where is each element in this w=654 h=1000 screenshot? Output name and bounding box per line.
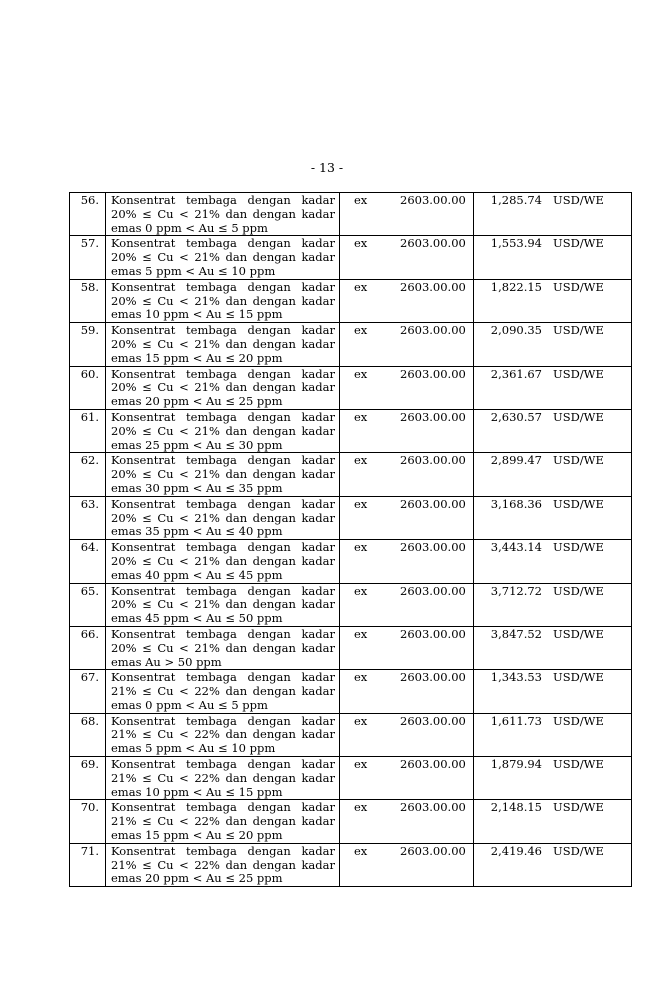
hs-code-cell <box>340 409 474 452</box>
row-description <box>106 193 340 236</box>
description-line: emas 15 ppm < Au ≤ 20 ppm <box>111 350 283 365</box>
price-unit: USD/WE <box>553 279 604 294</box>
price-unit: USD/WE <box>553 236 604 251</box>
description-line: 21% ≤ Cu < 22% dan dengan kadar <box>111 814 335 829</box>
row-description <box>106 713 340 756</box>
hs-code: 2603.00.00 <box>400 453 466 468</box>
row-description <box>106 583 340 626</box>
ex-marker: ex <box>354 409 368 424</box>
hs-code-cell <box>340 800 474 843</box>
description-line: emas 25 ppm < Au ≤ 30 ppm <box>111 437 283 452</box>
price-cell <box>474 453 632 496</box>
table-row <box>70 843 632 886</box>
hs-code: 2603.00.00 <box>400 540 466 555</box>
price-value: 1,879.94 <box>490 757 542 772</box>
ex-marker: ex <box>354 713 368 728</box>
description-line: 20% ≤ Cu < 21% dan dengan kadar <box>111 380 335 395</box>
hs-code-cell <box>340 843 474 886</box>
price-cell <box>474 713 632 756</box>
description-line: Konsentrat tembaga dengan kadar <box>111 757 335 772</box>
ex-marker: ex <box>354 800 368 815</box>
price-unit: USD/WE <box>553 583 604 598</box>
description-line: 20% ≤ Cu < 21% dan dengan kadar <box>111 510 335 525</box>
description-line: emas 0 ppm < Au ≤ 5 ppm <box>111 220 268 235</box>
hs-code: 2603.00.00 <box>400 193 466 207</box>
ex-marker: ex <box>354 670 368 685</box>
description-line: 20% ≤ Cu < 21% dan dengan kadar <box>111 206 335 221</box>
description-line: emas 5 ppm < Au ≤ 10 ppm <box>111 741 276 756</box>
row-description <box>106 453 340 496</box>
row-description <box>106 323 340 366</box>
price-cell <box>474 800 632 843</box>
table-row <box>70 626 632 669</box>
price-cell <box>474 279 632 322</box>
price-cell <box>474 843 632 886</box>
row-description <box>106 757 340 800</box>
price-cell <box>474 193 632 236</box>
description-line: Konsentrat tembaga dengan kadar <box>111 540 335 555</box>
row-number: 62. <box>70 453 106 496</box>
table-row <box>70 193 632 236</box>
description-line: emas 45 ppm < Au ≤ 50 ppm <box>111 611 283 626</box>
price-unit: USD/WE <box>553 540 604 555</box>
ex-marker: ex <box>354 583 368 598</box>
description-line: Konsentrat tembaga dengan kadar <box>111 366 335 381</box>
description-line: 21% ≤ Cu < 22% dan dengan kadar <box>111 727 335 742</box>
price-cell <box>474 409 632 452</box>
price-cell <box>474 366 632 409</box>
hs-code-cell <box>340 626 474 669</box>
price-cell <box>474 496 632 539</box>
hs-code: 2603.00.00 <box>400 626 466 641</box>
row-number: 67. <box>70 670 106 713</box>
hs-code-cell <box>340 193 474 236</box>
description-line: 20% ≤ Cu < 21% dan dengan kadar <box>111 553 335 568</box>
description-line: emas 20 ppm < Au ≤ 25 ppm <box>111 871 283 886</box>
hs-code: 2603.00.00 <box>400 800 466 815</box>
hs-code-cell <box>340 583 474 626</box>
hs-code: 2603.00.00 <box>400 279 466 294</box>
row-description <box>106 236 340 279</box>
description-line: Konsentrat tembaga dengan kadar <box>111 409 335 424</box>
price-unit: USD/WE <box>553 843 604 858</box>
row-number: 64. <box>70 540 106 583</box>
price-unit: USD/WE <box>553 713 604 728</box>
description-line: emas 20 ppm < Au ≤ 25 ppm <box>111 394 283 409</box>
price-value: 1,611.73 <box>490 713 542 728</box>
ex-marker: ex <box>354 323 368 338</box>
row-description <box>106 843 340 886</box>
price-value: 2,899.47 <box>490 453 542 468</box>
ex-marker: ex <box>354 540 368 555</box>
table-row <box>70 496 632 539</box>
hs-code: 2603.00.00 <box>400 236 466 251</box>
table-row <box>70 236 632 279</box>
row-description <box>106 540 340 583</box>
hs-code-cell <box>340 236 474 279</box>
description-line: Konsentrat tembaga dengan kadar <box>111 193 335 207</box>
hs-code: 2603.00.00 <box>400 713 466 728</box>
hs-code-cell <box>340 713 474 756</box>
description-line: Konsentrat tembaga dengan kadar <box>111 236 335 251</box>
table-row <box>70 757 632 800</box>
description-line: Konsentrat tembaga dengan kadar <box>111 323 335 338</box>
table-row <box>70 583 632 626</box>
row-number: 71. <box>70 843 106 886</box>
price-value: 3,847.52 <box>490 626 542 641</box>
description-line: 20% ≤ Cu < 21% dan dengan kadar <box>111 640 335 655</box>
row-description <box>106 366 340 409</box>
description-line: emas 10 ppm < Au ≤ 15 ppm <box>111 784 283 799</box>
table-row <box>70 366 632 409</box>
table-row <box>70 670 632 713</box>
description-line: 21% ≤ Cu < 22% dan dengan kadar <box>111 770 335 785</box>
row-number: 60. <box>70 366 106 409</box>
row-number: 70. <box>70 800 106 843</box>
row-description <box>106 626 340 669</box>
price-cell <box>474 757 632 800</box>
hs-code: 2603.00.00 <box>400 496 466 511</box>
price-unit: USD/WE <box>553 323 604 338</box>
description-line: Konsentrat tembaga dengan kadar <box>111 583 335 598</box>
description-line: 21% ≤ Cu < 22% dan dengan kadar <box>111 684 335 699</box>
hs-code: 2603.00.00 <box>400 843 466 858</box>
description-line: emas 10 ppm < Au ≤ 15 ppm <box>111 307 283 322</box>
hs-code-cell <box>340 453 474 496</box>
price-cell <box>474 236 632 279</box>
price-value: 2,148.15 <box>490 800 542 815</box>
row-number: 56. <box>70 193 106 236</box>
hs-code-cell <box>340 540 474 583</box>
table-row <box>70 409 632 452</box>
description-line: emas Au > 50 ppm <box>111 654 222 669</box>
ex-marker: ex <box>354 279 368 294</box>
description-line: Konsentrat tembaga dengan kadar <box>111 626 335 641</box>
description-line: Konsentrat tembaga dengan kadar <box>111 496 335 511</box>
hs-code: 2603.00.00 <box>400 757 466 772</box>
description-line: emas 5 ppm < Au ≤ 10 ppm <box>111 263 276 278</box>
ex-marker: ex <box>354 757 368 772</box>
price-cell <box>474 626 632 669</box>
row-number: 61. <box>70 409 106 452</box>
description-line: Konsentrat tembaga dengan kadar <box>111 843 335 858</box>
table-row <box>70 323 632 366</box>
row-number: 69. <box>70 757 106 800</box>
price-unit: USD/WE <box>553 453 604 468</box>
price-value: 1,285.74 <box>490 193 542 207</box>
description-line: emas 0 ppm < Au ≤ 5 ppm <box>111 697 268 712</box>
row-number: 63. <box>70 496 106 539</box>
description-line: emas 40 ppm < Au ≤ 45 ppm <box>111 567 283 582</box>
hs-code-cell <box>340 757 474 800</box>
description-line: 20% ≤ Cu < 21% dan dengan kadar <box>111 423 335 438</box>
description-line: emas 35 ppm < Au ≤ 40 ppm <box>111 524 283 539</box>
page-number: - 13 - <box>310 160 344 175</box>
ex-marker: ex <box>354 366 368 381</box>
price-unit: USD/WE <box>553 366 604 381</box>
table-row <box>70 279 632 322</box>
hs-code: 2603.00.00 <box>400 583 466 598</box>
row-number: 66. <box>70 626 106 669</box>
price-unit: USD/WE <box>553 626 604 641</box>
price-value: 1,553.94 <box>490 236 542 251</box>
ex-marker: ex <box>354 626 368 641</box>
description-line: Konsentrat tembaga dengan kadar <box>111 453 335 468</box>
price-value: 2,419.46 <box>490 843 542 858</box>
description-line: 20% ≤ Cu < 21% dan dengan kadar <box>111 336 335 351</box>
hs-code-cell <box>340 496 474 539</box>
price-cell <box>474 670 632 713</box>
row-description <box>106 800 340 843</box>
row-description <box>106 496 340 539</box>
hs-code: 2603.00.00 <box>400 323 466 338</box>
price-unit: USD/WE <box>553 193 604 207</box>
description-line: emas 30 ppm < Au ≤ 35 ppm <box>111 480 283 495</box>
ex-marker: ex <box>354 496 368 511</box>
row-number: 57. <box>70 236 106 279</box>
price-value: 1,343.53 <box>490 670 542 685</box>
hs-code: 2603.00.00 <box>400 366 466 381</box>
row-description <box>106 409 340 452</box>
price-cell <box>474 540 632 583</box>
table-row <box>70 453 632 496</box>
ex-marker: ex <box>354 453 368 468</box>
hs-code-cell <box>340 670 474 713</box>
row-number: 65. <box>70 583 106 626</box>
price-unit: USD/WE <box>553 800 604 815</box>
price-value: 3,168.36 <box>490 496 542 511</box>
price-value: 3,443.14 <box>490 540 542 555</box>
description-line: 20% ≤ Cu < 21% dan dengan kadar <box>111 467 335 482</box>
price-unit: USD/WE <box>553 670 604 685</box>
hs-code-cell <box>340 279 474 322</box>
price-value: 2,361.67 <box>490 366 542 381</box>
hs-code: 2603.00.00 <box>400 409 466 424</box>
description-line: 20% ≤ Cu < 21% dan dengan kadar <box>111 293 335 308</box>
hs-code-cell <box>340 323 474 366</box>
price-unit: USD/WE <box>553 496 604 511</box>
ex-marker: ex <box>354 193 368 207</box>
ex-marker: ex <box>354 236 368 251</box>
price-cell <box>474 323 632 366</box>
price-cell <box>474 583 632 626</box>
hs-code-cell <box>340 366 474 409</box>
description-line: 20% ≤ Cu < 21% dan dengan kadar <box>111 597 335 612</box>
row-description <box>106 670 340 713</box>
description-line: Konsentrat tembaga dengan kadar <box>111 800 335 815</box>
table-row <box>70 540 632 583</box>
description-line: 21% ≤ Cu < 22% dan dengan kadar <box>111 857 335 872</box>
row-number: 68. <box>70 713 106 756</box>
price-value: 2,090.35 <box>490 323 542 338</box>
price-unit: USD/WE <box>553 757 604 772</box>
row-number: 58. <box>70 279 106 322</box>
row-number: 59. <box>70 323 106 366</box>
description-line: emas 15 ppm < Au ≤ 20 ppm <box>111 828 283 843</box>
price-value: 3,712.72 <box>490 583 542 598</box>
hs-code: 2603.00.00 <box>400 670 466 685</box>
price-value: 2,630.57 <box>490 409 542 424</box>
table-row <box>70 800 632 843</box>
tariff-table <box>69 192 632 887</box>
price-unit: USD/WE <box>553 409 604 424</box>
table-row <box>70 713 632 756</box>
description-line: Konsentrat tembaga dengan kadar <box>111 670 335 685</box>
description-line: Konsentrat tembaga dengan kadar <box>111 279 335 294</box>
description-line: 20% ≤ Cu < 21% dan dengan kadar <box>111 250 335 265</box>
price-value: 1,822.15 <box>490 279 542 294</box>
row-description <box>106 279 340 322</box>
description-line: Konsentrat tembaga dengan kadar <box>111 713 335 728</box>
ex-marker: ex <box>354 843 368 858</box>
